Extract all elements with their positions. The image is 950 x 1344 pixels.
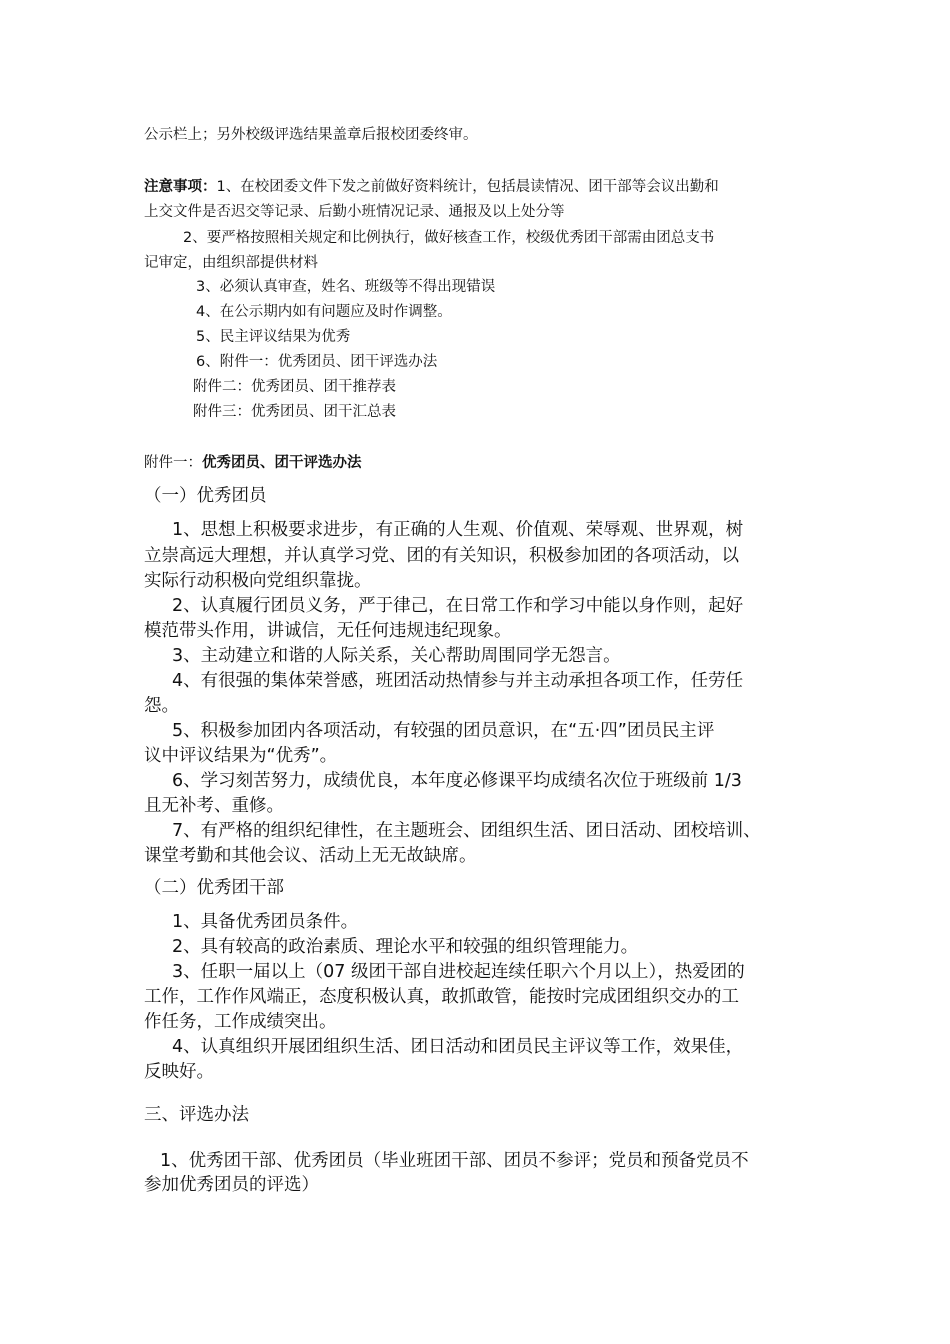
notes-item-1a: 1、在校团委文件下发之前做好资料统计，包括晨读情况、团干部等会议出勤和 [216, 179, 719, 195]
section3-line-2: 参加优秀团员的评选） [144, 1175, 319, 1195]
notes-item-3: 3、必须认真审查，姓名、班级等不得出现错误 [196, 279, 496, 295]
section1-line-6: 3、主动建立和谐的人际关系，关心帮助周围同学无怨言。 [172, 646, 621, 666]
section1-line-11: 6、学习刻苦努力，成绩优良，本年度必修课平均成绩名次位于班级前 1/3 [172, 771, 742, 791]
section2-line-1: 1、具备优秀团员条件。 [172, 912, 359, 932]
section3-heading: 三、评选办法 [144, 1105, 249, 1125]
section2-line-3: 3、任职一届以上（07 级团干部自进校起连续任职六个月以上），热爱团的 [172, 962, 745, 982]
notes-item-4: 4、在公示期内如有问题应及时作调整。 [196, 304, 452, 320]
section2-line-7: 反映好。 [144, 1062, 214, 1082]
section2-line-2: 2、具有较高的政治素质、理论水平和较强的组织管理能力。 [172, 937, 639, 957]
notes-line-1 [144, 180, 719, 195]
section3-line-1: 1、优秀团干部、优秀团员（毕业班团干部、团员不参评；党员和预备党员不 [160, 1151, 749, 1171]
section1-line-1: 1、思想上积极要求进步，有正确的人生观、价值观、荣辱观、世界观，树 [172, 520, 744, 540]
section1-line-9: 5、积极参加团内各项活动，有较强的团员意识，在“五·四”团员民主评 [172, 721, 715, 741]
section2-line-5: 作任务，工作成绩突出。 [144, 1012, 337, 1032]
section1-heading: （一）优秀团员 [144, 486, 267, 506]
notes-attachment-2: 附件二：优秀团员、团干推荐表 [193, 379, 396, 395]
notes-label: 注意事项： [144, 179, 217, 195]
section1-line-10: 议中评议结果为“优秀”。 [144, 746, 338, 766]
attachment1-title: 优秀团员、团干评选办法 [202, 455, 362, 471]
section1-line-8: 怨。 [144, 696, 179, 716]
notes-item-5: 5、民主评议结果为优秀 [196, 329, 351, 345]
section1-line-4: 2、认真履行团员义务，严于律己，在日常工作和学习中能以身作则，起好 [172, 596, 744, 616]
section1-line-7: 4、有很强的集体荣誉感，班团活动热情参与并主动承担各项工作，任劳任 [172, 671, 744, 691]
section1-line-5: 模范带头作用，讲诚信，无任何违规违纪现象。 [144, 621, 512, 641]
notes-item-1b: 上交文件是否迟交等记录、后勤小班情况记录、通报及以上处分等 [144, 204, 565, 220]
top-line: 公示栏上；另外校级评选结果盖章后报校团委终审。 [144, 127, 478, 143]
section2-heading: （二）优秀团干部 [144, 878, 284, 898]
section1-line-13: 7、有严格的组织纪律性，在主题班会、团组织生活、团日活动、团校培训、 [172, 821, 761, 841]
section2-line-6: 4、认真组织开展团组织生活、团日活动和团员民主评议等工作，效果佳， [172, 1037, 744, 1057]
attachment1-heading [144, 456, 362, 471]
section1-line-14: 课堂考勤和其他会议、活动上无无故缺席。 [144, 846, 477, 866]
notes-item-2b: 记审定，由组织部提供材料 [144, 255, 318, 271]
section1-line-12: 且无补考、重修。 [144, 796, 284, 816]
notes-item-6: 6、附件一：优秀团员、团干评选办法 [196, 354, 438, 370]
section2-line-4: 工作，工作作风端正，态度积极认真，敢抓敢管，能按时完成团组织交办的工 [144, 987, 739, 1007]
notes-item-2a: 2、要严格按照相关规定和比例执行，做好核查工作，校级优秀团干部需由团总支书 [183, 230, 715, 246]
notes-attachment-3: 附件三：优秀团员、团干汇总表 [193, 404, 396, 420]
attachment1-prefix: 附件一： [144, 455, 202, 471]
section1-line-3: 实际行动积极向党组织靠拢。 [144, 571, 372, 591]
section1-line-2: 立崇高远大理想，并认真学习党、团的有关知识，积极参加团的各项活动，以 [144, 546, 739, 566]
